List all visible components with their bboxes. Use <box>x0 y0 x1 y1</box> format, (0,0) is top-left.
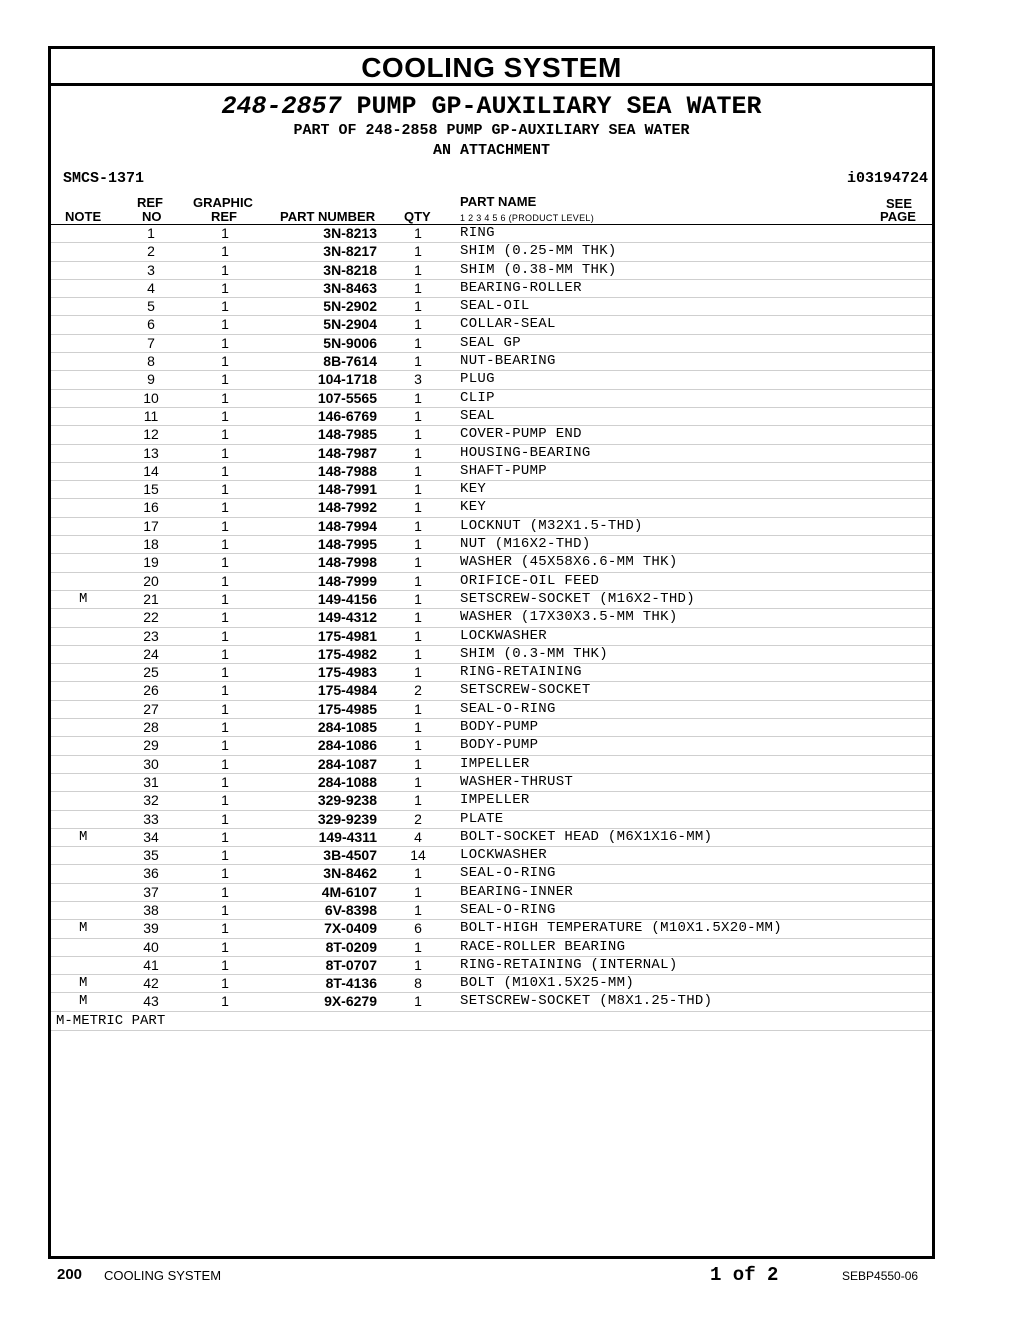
ref-cell: 42 <box>143 975 159 992</box>
ref-cell: 6 <box>147 316 155 333</box>
graphic-ref-cell: 1 <box>221 590 229 607</box>
qty-cell: 1 <box>414 261 422 278</box>
table-row <box>51 225 932 243</box>
graphic-ref-cell: 1 <box>221 700 229 717</box>
graphic-ref-cell: 1 <box>221 645 229 662</box>
graphic-ref-cell: 1 <box>221 975 229 992</box>
qty-cell: 1 <box>414 700 422 717</box>
part-number-cell: 284-1085 <box>317 719 377 736</box>
part-number-cell: 175-4981 <box>317 627 377 644</box>
illustration-id: i03194724 <box>846 170 928 187</box>
ref-cell: 11 <box>143 407 159 424</box>
part-number-cell: 175-4984 <box>317 682 377 699</box>
ref-cell: 16 <box>143 499 159 516</box>
part-number-cell: 6V-8398 <box>324 901 377 918</box>
ref-cell: 14 <box>143 462 159 479</box>
part-number-cell: 175-4985 <box>317 700 377 717</box>
graphic-ref-cell: 1 <box>221 499 229 516</box>
part-number-cell: 3N-8463 <box>323 279 377 296</box>
table-row <box>51 737 932 755</box>
ref-cell: 23 <box>143 627 159 644</box>
part-number-cell: 8B-7614 <box>323 353 377 370</box>
part-name-cell: BOLT-HIGH TEMPERATURE (M10X1.5X20-MM) <box>460 920 782 937</box>
part-number-cell: 284-1088 <box>317 773 377 790</box>
qty-cell: 1 <box>414 225 422 241</box>
table-row <box>51 591 932 609</box>
table-row <box>51 371 932 389</box>
part-number-cell: 8T-4136 <box>325 975 377 992</box>
part-name-cell: SEAL-O-RING <box>460 700 556 717</box>
part-number-cell: 146-6769 <box>317 407 377 424</box>
part-name-cell: SEAL-O-RING <box>460 901 556 918</box>
section-title: COOLING SYSTEM <box>51 49 932 86</box>
graphic-ref-cell: 1 <box>221 389 229 406</box>
note-cell: M <box>79 590 88 607</box>
ref-cell: 38 <box>143 901 159 918</box>
table-row <box>51 957 932 975</box>
part-number-cell: 3N-8213 <box>323 225 377 241</box>
part-number-cell: 3N-8217 <box>323 243 377 260</box>
qty-cell: 1 <box>414 407 422 424</box>
header-qty: QTY <box>404 209 431 224</box>
part-number-cell: 5N-2902 <box>323 298 377 315</box>
part-number-cell: 148-7992 <box>317 499 377 516</box>
part-number-cell: 5N-9006 <box>323 334 377 351</box>
ref-cell: 22 <box>143 609 159 626</box>
ref-cell: 43 <box>143 993 159 1010</box>
ref-cell: 18 <box>143 536 159 553</box>
table-row <box>51 445 932 463</box>
table-row <box>51 353 932 371</box>
graphic-ref-cell: 1 <box>221 371 229 388</box>
graphic-ref-cell: 1 <box>221 847 229 864</box>
graphic-ref-cell: 1 <box>221 627 229 644</box>
header-product-levels: 1 2 3 4 5 6 (PRODUCT LEVEL) <box>460 213 594 223</box>
qty-cell: 1 <box>414 462 422 479</box>
graphic-ref-cell: 1 <box>221 938 229 955</box>
ref-cell: 40 <box>143 938 159 955</box>
graphic-ref-cell: 1 <box>221 316 229 333</box>
table-row <box>51 756 932 774</box>
graphic-ref-cell: 1 <box>221 353 229 370</box>
qty-cell: 2 <box>414 682 422 699</box>
note-cell: M <box>79 920 88 937</box>
ref-cell: 41 <box>143 956 159 973</box>
part-name-cell: COLLAR-SEAL <box>460 316 556 333</box>
table-row <box>51 298 932 316</box>
ref-cell: 9 <box>147 371 155 388</box>
graphic-ref-cell: 1 <box>221 755 229 772</box>
part-name-cell: NUT (M16X2-THD) <box>460 536 591 553</box>
graphic-ref-cell: 1 <box>221 334 229 351</box>
table-row <box>51 573 932 591</box>
part-name-cell: SHIM (0.3-MM THK) <box>460 645 608 662</box>
graphic-ref-cell: 1 <box>221 609 229 626</box>
header-ref-top: REF <box>137 195 163 210</box>
group-title <box>51 92 932 122</box>
ref-cell: 29 <box>143 737 159 754</box>
ref-cell: 39 <box>143 920 159 937</box>
ref-cell: 21 <box>143 590 159 607</box>
qty-cell: 1 <box>414 956 422 973</box>
table-row <box>51 920 932 938</box>
graphic-ref-cell: 1 <box>221 920 229 937</box>
part-name-cell: IMPELLER <box>460 792 530 809</box>
table-row <box>51 811 932 829</box>
qty-cell: 1 <box>414 517 422 534</box>
graphic-ref-cell: 1 <box>221 554 229 571</box>
qty-cell: 1 <box>414 664 422 681</box>
qty-cell: 1 <box>414 627 422 644</box>
note-cell: M <box>79 828 88 845</box>
part-number-cell: 3N-8218 <box>323 261 377 278</box>
graphic-ref-cell: 1 <box>221 865 229 882</box>
ref-cell: 4 <box>147 279 155 296</box>
table-row <box>51 682 932 700</box>
header-graphic-bottom: REF <box>211 209 237 224</box>
part-number-cell: 7X-0409 <box>324 920 377 937</box>
header-part-name: PART NAME <box>460 194 537 209</box>
ref-cell: 36 <box>143 865 159 882</box>
part-name-cell: SEAL GP <box>460 334 521 351</box>
part-number-cell: 5N-2904 <box>323 316 377 333</box>
table-row <box>51 902 932 920</box>
graphic-ref-cell: 1 <box>221 407 229 424</box>
qty-cell: 1 <box>414 901 422 918</box>
part-name-cell: SEAL-OIL <box>460 298 530 315</box>
part-number-cell: 148-7991 <box>317 481 377 498</box>
qty-cell: 3 <box>414 371 422 388</box>
part-name-cell: BODY-PUMP <box>460 737 539 754</box>
graphic-ref-cell: 1 <box>221 517 229 534</box>
table-row <box>51 847 932 865</box>
part-number-cell: 175-4982 <box>317 645 377 662</box>
part-number-cell: 148-7999 <box>317 572 377 589</box>
header-part-number: PART NUMBER <box>280 209 376 224</box>
part-name-cell: BEARING-ROLLER <box>460 279 582 296</box>
part-name-cell: LOCKWASHER <box>460 847 548 864</box>
table-row <box>51 829 932 847</box>
part-number-cell: 107-5565 <box>317 389 377 406</box>
table-row <box>51 884 932 902</box>
qty-cell: 1 <box>414 865 422 882</box>
ref-cell: 7 <box>147 334 155 351</box>
graphic-ref-cell: 1 <box>221 481 229 498</box>
part-name-cell: WASHER (45X58X6.6-MM THK) <box>460 554 678 571</box>
ref-cell: 5 <box>147 298 155 315</box>
table-row <box>51 243 932 261</box>
ref-cell: 35 <box>143 847 159 864</box>
part-number-cell: 148-7994 <box>317 517 377 534</box>
footer-page-number: 200 <box>57 1266 83 1283</box>
graphic-ref-cell: 1 <box>221 810 229 827</box>
part-number-cell: 284-1087 <box>317 755 377 772</box>
part-name-cell: LOCKWASHER <box>460 627 548 644</box>
qty-cell: 1 <box>414 499 422 516</box>
qty-cell: 1 <box>414 609 422 626</box>
part-name-cell: ORIFICE-OIL FEED <box>460 572 600 589</box>
table-row <box>51 865 932 883</box>
footer-doc-id: SEBP4550-06 <box>842 1269 919 1283</box>
ref-cell: 28 <box>143 719 159 736</box>
qty-cell: 1 <box>414 389 422 406</box>
part-number-cell: 284-1086 <box>317 737 377 754</box>
graphic-ref-cell: 1 <box>221 261 229 278</box>
part-name-cell: PLATE <box>460 810 504 827</box>
table-row <box>51 792 932 810</box>
part-name-cell: WASHER (17X30X3.5-MM THK) <box>460 609 678 626</box>
part-name-cell: BOLT-SOCKET HEAD (M6X1X16-MM) <box>460 828 713 845</box>
qty-cell: 6 <box>414 920 422 937</box>
ref-cell: 13 <box>143 444 159 461</box>
qty-cell: 1 <box>414 353 422 370</box>
qty-cell: 1 <box>414 316 422 333</box>
graphic-ref-cell: 1 <box>221 901 229 918</box>
qty-cell: 8 <box>414 975 422 992</box>
table-row <box>51 719 932 737</box>
ref-cell: 8 <box>147 353 155 370</box>
part-name-cell: SHAFT-PUMP <box>460 462 548 479</box>
graphic-ref-cell: 1 <box>221 828 229 845</box>
ref-cell: 27 <box>143 700 159 717</box>
part-number-cell: 175-4983 <box>317 664 377 681</box>
ref-cell: 12 <box>143 426 159 443</box>
note-cell: M <box>79 975 88 992</box>
part-number-cell: 9X-6279 <box>324 993 377 1010</box>
table-row <box>51 481 932 499</box>
part-name-cell: RACE-ROLLER BEARING <box>460 938 626 955</box>
ref-cell: 3 <box>147 261 155 278</box>
part-name-cell: LOCKNUT (M32X1.5-THD) <box>460 517 643 534</box>
graphic-ref-cell: 1 <box>221 426 229 443</box>
qty-cell: 1 <box>414 993 422 1010</box>
part-number-cell: 3B-4507 <box>323 847 377 864</box>
table-row <box>51 280 932 298</box>
table-row <box>51 628 932 646</box>
table-row <box>51 426 932 444</box>
part-number-cell: 148-7987 <box>317 444 377 461</box>
part-name-cell: SHIM (0.25-MM THK) <box>460 243 617 260</box>
ref-cell: 31 <box>143 773 159 790</box>
part-number-cell: 149-4312 <box>317 609 377 626</box>
group-name: PUMP GP-AUXILIARY SEA WATER <box>356 92 762 121</box>
header-graphic-top: GRAPHIC <box>193 195 253 210</box>
graphic-ref-cell: 1 <box>221 792 229 809</box>
part-name-cell: RING-RETAINING (INTERNAL) <box>460 956 678 973</box>
qty-cell: 1 <box>414 444 422 461</box>
table-row <box>51 554 932 572</box>
qty-cell: 14 <box>410 847 426 864</box>
table-row <box>51 939 932 957</box>
footer-page-of: 1 of 2 <box>710 1264 779 1286</box>
graphic-ref-cell: 1 <box>221 993 229 1010</box>
note-cell: M <box>79 993 88 1010</box>
qty-cell: 1 <box>414 719 422 736</box>
qty-cell: 1 <box>414 554 422 571</box>
part-name-cell: CLIP <box>460 389 495 406</box>
qty-cell: 1 <box>414 481 422 498</box>
graphic-ref-cell: 1 <box>221 462 229 479</box>
ref-cell: 15 <box>143 481 159 498</box>
part-name-cell: IMPELLER <box>460 755 530 772</box>
ref-cell: 30 <box>143 755 159 772</box>
qty-cell: 1 <box>414 536 422 553</box>
part-number-cell: 4M-6107 <box>321 883 377 900</box>
graphic-ref-cell: 1 <box>221 719 229 736</box>
ref-cell: 19 <box>143 554 159 571</box>
graphic-ref-cell: 1 <box>221 682 229 699</box>
part-name-cell: RING-RETAINING <box>460 664 582 681</box>
qty-cell: 1 <box>414 938 422 955</box>
ref-cell: 1 <box>147 225 155 241</box>
part-number-cell: 329-9239 <box>317 810 377 827</box>
part-number-cell: 8T-0707 <box>325 956 377 973</box>
ref-cell: 2 <box>147 243 155 260</box>
header-note: NOTE <box>65 209 102 224</box>
part-name-cell: BODY-PUMP <box>460 719 539 736</box>
graphic-ref-cell: 1 <box>221 536 229 553</box>
part-name-cell: WASHER-THRUST <box>460 773 574 790</box>
part-name-cell: BEARING-INNER <box>460 883 574 900</box>
qty-cell: 1 <box>414 590 422 607</box>
part-name-cell: SEAL <box>460 407 495 424</box>
graphic-ref-cell: 1 <box>221 737 229 754</box>
table-row <box>51 646 932 664</box>
part-name-cell: KEY <box>460 499 487 516</box>
part-number-cell: 8T-0209 <box>325 938 377 955</box>
table-row <box>51 993 932 1011</box>
ref-cell: 17 <box>143 517 159 534</box>
qty-cell: 1 <box>414 334 422 351</box>
graphic-ref-cell: 1 <box>221 773 229 790</box>
qty-cell: 1 <box>414 298 422 315</box>
table-row <box>51 316 932 334</box>
graphic-ref-cell: 1 <box>221 572 229 589</box>
table-row <box>51 774 932 792</box>
graphic-ref-cell: 1 <box>221 243 229 260</box>
table-row <box>51 536 932 554</box>
table-row <box>51 408 932 426</box>
table-row <box>51 975 932 993</box>
part-name-cell: SHIM (0.38-MM THK) <box>460 261 617 278</box>
table-row <box>51 664 932 682</box>
metric-footnote: M-METRIC PART <box>51 1012 932 1031</box>
graphic-ref-cell: 1 <box>221 883 229 900</box>
graphic-ref-cell: 1 <box>221 225 229 241</box>
table-header <box>51 194 932 225</box>
graphic-ref-cell: 1 <box>221 956 229 973</box>
graphic-ref-cell: 1 <box>221 279 229 296</box>
part-name-cell: NUT-BEARING <box>460 353 556 370</box>
part-name-cell: RING <box>460 225 495 241</box>
part-number-cell: 148-7995 <box>317 536 377 553</box>
qty-cell: 1 <box>414 755 422 772</box>
ref-cell: 33 <box>143 810 159 827</box>
header-see-bottom: PAGE <box>880 209 916 224</box>
part-number-cell: 149-4156 <box>317 590 377 607</box>
part-name-cell: SEAL-O-RING <box>460 865 556 882</box>
qty-cell: 1 <box>414 883 422 900</box>
ref-cell: 37 <box>143 883 159 900</box>
qty-cell: 1 <box>414 279 422 296</box>
part-number-cell: 3N-8462 <box>323 865 377 882</box>
qty-cell: 1 <box>414 243 422 260</box>
part-number-cell: 148-7998 <box>317 554 377 571</box>
parts-list-frame <box>48 46 935 1259</box>
table-row <box>51 463 932 481</box>
part-name-cell: SETSCREW-SOCKET <box>460 682 591 699</box>
part-name-cell: SETSCREW-SOCKET (M8X1.25-THD) <box>460 993 713 1010</box>
part-name-cell: PLUG <box>460 371 495 388</box>
part-number-cell: 329-9238 <box>317 792 377 809</box>
attachment-line: AN ATTACHMENT <box>432 142 551 159</box>
table-row <box>51 499 932 517</box>
qty-cell: 1 <box>414 737 422 754</box>
qty-cell: 1 <box>414 792 422 809</box>
part-name-cell: SETSCREW-SOCKET (M16X2-THD) <box>460 590 695 607</box>
part-name-cell: BOLT (M10X1.5X25-MM) <box>460 975 635 992</box>
qty-cell: 1 <box>414 773 422 790</box>
smcs-code: SMCS-1371 <box>63 170 145 187</box>
table-row <box>51 262 932 280</box>
qty-cell: 1 <box>414 572 422 589</box>
graphic-ref-cell: 1 <box>221 664 229 681</box>
ref-cell: 24 <box>143 645 159 662</box>
part-name-cell: KEY <box>460 481 487 498</box>
ref-cell: 20 <box>143 572 159 589</box>
ref-cell: 32 <box>143 792 159 809</box>
part-number-cell: 104-1718 <box>317 371 377 388</box>
header-see-top: SEE <box>886 196 913 211</box>
footer-section: COOLING SYSTEM <box>104 1268 222 1283</box>
header-ref-bottom: NO <box>142 209 162 224</box>
table-row <box>51 335 932 353</box>
parts-table-body <box>51 225 932 1031</box>
qty-cell: 1 <box>414 426 422 443</box>
ref-cell: 34 <box>143 828 159 845</box>
part-number-cell: 148-7985 <box>317 426 377 443</box>
qty-cell: 4 <box>414 828 422 845</box>
graphic-ref-cell: 1 <box>221 298 229 315</box>
ref-cell: 26 <box>143 682 159 699</box>
table-row <box>51 609 932 627</box>
ref-cell: 10 <box>143 389 159 406</box>
table-row <box>51 701 932 719</box>
part-name-cell: COVER-PUMP END <box>460 426 582 443</box>
table-row <box>51 518 932 536</box>
part-name-cell: HOUSING-BEARING <box>460 444 591 461</box>
group-number: 248-2857 <box>221 92 342 121</box>
part-number-cell: 149-4311 <box>318 828 377 845</box>
qty-cell: 2 <box>414 810 422 827</box>
part-number-cell: 148-7988 <box>317 462 377 479</box>
graphic-ref-cell: 1 <box>221 444 229 461</box>
qty-cell: 1 <box>414 645 422 662</box>
part-of-line: PART OF 248-2858 PUMP GP-AUXILIARY SEA WATER <box>293 122 690 139</box>
ref-cell: 25 <box>143 664 159 681</box>
table-row <box>51 390 932 408</box>
